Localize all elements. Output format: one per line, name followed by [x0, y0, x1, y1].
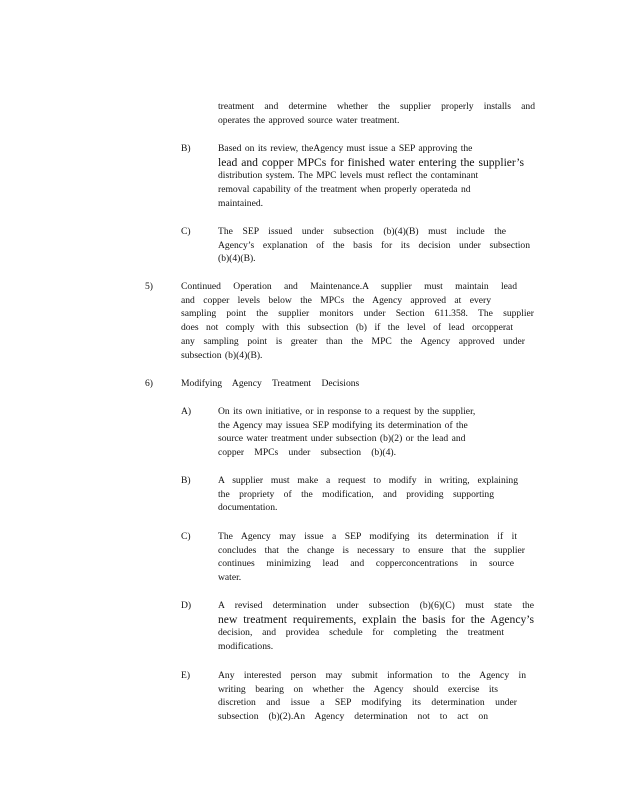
paragraph-line: discretion and issue a SEP modifying its determination under	[218, 697, 517, 709]
paragraph-line: Continued Operation and Maintenance.A supplier must maintain lead	[181, 281, 517, 292]
paragraph-line: The SEP issued under subsection (b)(4)(B) must include the	[218, 226, 506, 237]
paragraph-line: writing bearing on whether the Agency should exercise its	[218, 683, 498, 695]
paragraph-line: copper MPCs under subsection (b)(4).	[218, 447, 396, 459]
paragraph-line: operates the approved source water treatment.	[218, 114, 400, 126]
paragraph-line: the propriety of the modification, and providing supporting	[218, 488, 494, 500]
item-marker-a: A)	[181, 406, 192, 417]
item-5-paragraph	[181, 280, 534, 362]
paragraph-line: water.	[218, 572, 242, 584]
paragraph-line: subsection (b)(2).An Agency determination not to act on	[218, 711, 488, 723]
paragraph-line: and copper levels below the MPCs the Agency approved at every	[181, 294, 491, 306]
paragraph-line: (b)(4)(B).	[218, 253, 256, 265]
paragraph-line: source water treatment under subsection (b)(2) or the lead and	[218, 433, 466, 445]
item-e-paragraph	[218, 669, 526, 724]
item-marker-b: B)	[181, 143, 191, 154]
paragraph-line: modifications.	[218, 641, 274, 653]
item-b2-paragraph	[218, 474, 518, 515]
item-c-paragraph	[218, 225, 530, 266]
item-marker-b: B)	[181, 475, 191, 486]
continuation-paragraph	[218, 100, 535, 127]
paragraph-line: new treatment requirements, explain the basis for the Agency’s	[218, 612, 534, 626]
paragraph-line: On its own initiative, or in response to a request by the supplier,	[218, 406, 476, 417]
paragraph-line: treatment and determine whether the supplier properly installs and	[218, 101, 535, 112]
section-heading: Modifying Agency Treatment Decisions	[181, 378, 360, 389]
item-d-paragraph	[218, 599, 534, 654]
paragraph-line: maintained.	[218, 197, 264, 209]
paragraph-line: decision, and providea schedule for completing the treatment	[218, 627, 504, 639]
paragraph-line: subsection (b)(4)(B).	[181, 349, 263, 361]
paragraph-line: A supplier must make a request to modify in writing, explaining	[218, 475, 518, 486]
paragraph-line: concludes that the change is necessary to ensure that the supplier	[218, 544, 525, 556]
paragraph-line: Based on its review, theAgency must issue a SEP approving the	[218, 143, 473, 154]
item-marker-e: E)	[181, 670, 191, 681]
paragraph-line: removal capability of the treatment when properly operateda nd	[218, 184, 471, 196]
item-marker-d: D)	[181, 600, 192, 611]
paragraph-line: any sampling point is greater than the MPC the Agency approved under	[181, 335, 525, 347]
item-marker-c: C)	[181, 531, 191, 542]
paragraph-line: sampling point the supplier monitors under Section 611.358. The supplier	[181, 308, 534, 320]
paragraph-line: Agency’s explanation of the basis for its decision under subsection	[218, 239, 530, 251]
paragraph-line: lead and copper MPCs for finished water entering the supplier’s	[218, 155, 524, 169]
paragraph-line: continues minimizing lead and copperconcentrations in source	[218, 558, 514, 570]
paragraph-line: A revised determination under subsection (b)(6)(C) must state the	[218, 600, 534, 611]
paragraph-line: The Agency may issue a SEP modifying its determination if it	[218, 531, 517, 542]
paragraph-line: does not comply with this subsection (b) if the level of lead orcopperat	[181, 322, 513, 334]
item-c2-paragraph	[218, 530, 525, 585]
item-b-paragraph	[218, 142, 535, 211]
item-a-paragraph	[218, 405, 522, 460]
paragraph-line: distribution system. The MPC levels must reflect the contaminant	[218, 170, 479, 182]
item-marker-6: 6)	[145, 378, 153, 389]
paragraph-line: Any interested person may submit information to the Agency in	[218, 670, 526, 681]
paragraph-line: the Agency may issuea SEP modifying its determination of the	[218, 419, 468, 431]
item-marker-5: 5)	[145, 281, 153, 292]
item-marker-c: C)	[181, 226, 191, 237]
paragraph-line: documentation.	[218, 502, 278, 514]
